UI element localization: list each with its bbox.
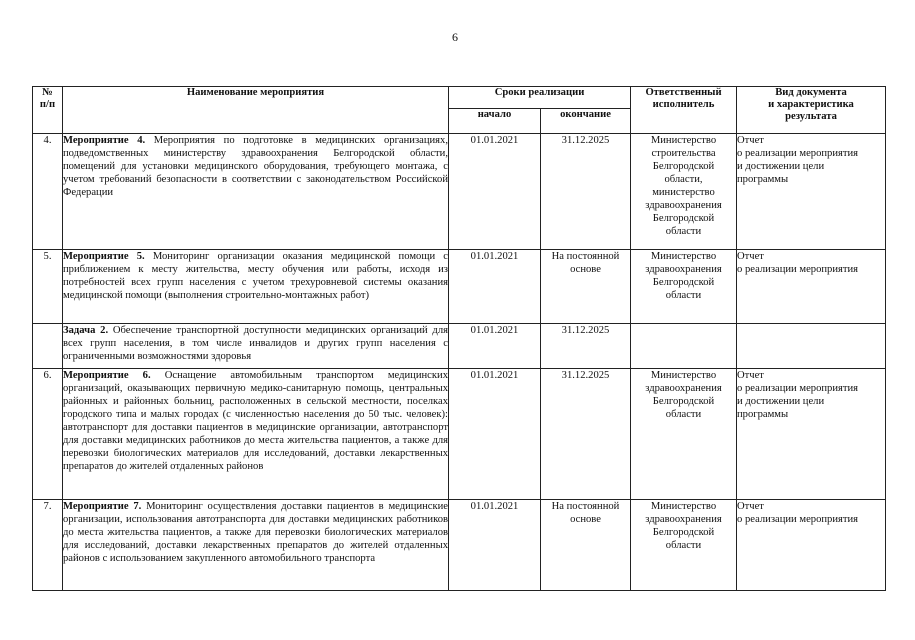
table-row [33,500,886,591]
row-start: 01.01.2021 [449,369,541,500]
row-executor: Министерство здравоохранения Белгородской области [631,369,737,500]
header-document: Вид документа и характеристика результата [737,87,886,134]
page-number: 6 [452,30,458,44]
row-text: Мероприятия по подготовке в медицинских организациях, подведомственных министерству здравоохранения Белгородской области, помещений для установки медицинского оборудования, требующего монтажа, с учетом требований безопасности в соответствии с законодательством Российской Федерации [63,135,448,198]
row-executor: Министерство строительства Белгородской области, министерство здравоохранения Белгородской области [631,134,737,250]
row-start: 01.01.2021 [449,324,541,369]
row-name [63,500,449,591]
row-num: 4. [33,134,63,250]
row-text: Мониторинг организации оказания медицинской помощи с приближением к месту жительства, месту обучения или работы, исходя из потребностей всех групп населения с учетом трехуровневой системы оказания медицинской помощи (выполнения строительно-монтажных работ) [63,251,448,301]
row-num: 5. [33,250,63,324]
row-label: Мероприятие 5. [63,251,145,262]
row-num: 7. [33,500,63,591]
row-document: Отчет о реализации мероприятия и достижении цели программы [737,134,886,250]
row-document: Отчет о реализации мероприятия [737,250,886,324]
row-text: Обеспечение транспортной доступности медицинских организаций для всех групп населения, в том числе инвалидов и других групп населения с ограниченными возможностями здоровья [63,325,448,362]
row-num: 6. [33,369,63,500]
header-start: начало [449,109,541,134]
row-document: Отчет о реализации мероприятия [737,500,886,591]
row-end: На постоянной основе [541,250,631,324]
header-name: Наименование мероприятия [63,87,449,134]
row-label: Мероприятие 6. [63,370,151,381]
row-text: Оснащение автомобильным транспортом медицинских организаций, оказывающих первичную медико-санитарную помощь, центральных районных и районных больниц, расположенных в сельской местности, поселках городского типа и малых городах (с численностью населения до 50 тыс. человек): автотранспорт для доставки пациентов в медицинские организации, автотранспорт для доставки медицинских работников до места жительства пациентов, а также для перевозки биологических материалов для исследований, доставки лекарственных препаратов до жителей отдаленных районов [63,370,448,472]
row-label: Мероприятие 4. [63,135,146,146]
row-name [63,134,449,250]
header-executor: Ответственный исполнитель [631,87,737,134]
row-executor: Министерство здравоохранения Белгородской области [631,250,737,324]
row-end: 31.12.2025 [541,324,631,369]
table-row [33,250,886,324]
row-document: Отчет о реализации мероприятия и достижении цели программы [737,369,886,500]
row-start: 01.01.2021 [449,500,541,591]
row-name [63,250,449,324]
row-end: 31.12.2025 [541,134,631,250]
table-row [33,369,886,500]
row-end: На постоянной основе [541,500,631,591]
row-start: 01.01.2021 [449,250,541,324]
row-text: Мониторинг осуществления доставки пациентов в медицинские организации, использования автотранспорта для доставки медицинских работников до места жительства пациентов, а также для перевозки биологических материалов для исследований, доставки лекарственных препаратов до жителей отдаленных районов с использованием закупленного автомобильного транспорта [63,501,448,564]
row-num [33,324,63,369]
row-end: 31.12.2025 [541,369,631,500]
row-executor: Министерство здравоохранения Белгородской области [631,500,737,591]
measures-table [32,86,886,591]
table-row [33,134,886,250]
header-num: № п/п [33,87,63,134]
row-document [737,324,886,369]
row-name [63,369,449,500]
header-end: окончание [541,109,631,134]
row-executor [631,324,737,369]
row-label: Мероприятие 7. [63,501,142,512]
header-period: Сроки реализации [449,87,631,109]
row-label: Задача 2. [63,325,109,336]
row-start: 01.01.2021 [449,134,541,250]
row-name [63,324,449,369]
table-row [33,324,886,369]
